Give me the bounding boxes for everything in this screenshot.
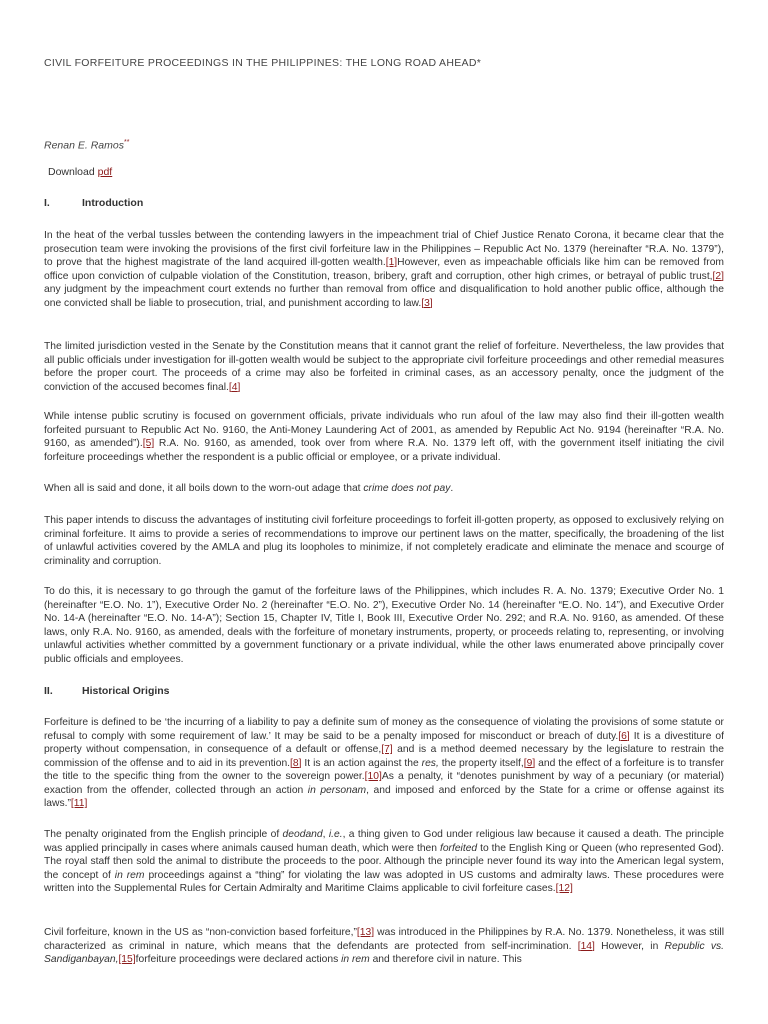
italic-run: forfeited <box>439 842 478 854</box>
footnote-link-1[interactable]: [1] <box>385 257 398 268</box>
author-name: Renan E. Ramos <box>44 139 124 152</box>
download-line <box>48 166 112 180</box>
italic-run: in rem <box>114 869 145 881</box>
text-run: and is a method deemed necessary by the legislature to restrain the commission of the offense and to aid in its prevention. <box>44 744 724 769</box>
text-run: However, even as impeachable officials like him can be removed from office upon conviction of culpable violation of the Constitution, treason, bribery, graft and corruption, other high crimes, or betrayal of public trust, <box>44 257 724 282</box>
section-heading-introduction <box>44 197 143 211</box>
text-run: . <box>450 483 454 494</box>
footnote-link-10[interactable]: [10] <box>364 771 382 782</box>
section-title: Historical Origins <box>82 685 170 697</box>
text-run: was introduced in the Philippines by R.A. No. 1379. Nonetheless, it was still characterized as criminal in nature, which means that the defendants are protected from self-incrimination. <box>44 927 724 952</box>
text-run: Civil forfeiture, known in the US as “non-conviction based forfeiture,” <box>44 927 357 938</box>
section-title: Introduction <box>82 197 144 209</box>
text-run: Forfeiture is defined to be ‘the incurring of a liability to pay a definite sum of money as the consequence of violating the provisions of some statute or refusal to comply with some requirement of law.’ It may be said to be a penalty imposed for misconduct or breach of duty. <box>44 717 724 742</box>
text-run: When all is said and done, it all boils down to the worn-out adage that <box>44 483 364 494</box>
text-run: forfeiture proceedings were declared actions <box>135 954 342 965</box>
text-run: R.A. No. 9160, as amended, took over from where R.A. No. 1379 left off, with the government itself initiating the civil forfeiture proceedings whether the respondent is a public official or employee, or a private individual. <box>44 438 724 463</box>
section-number: II. <box>44 685 53 697</box>
paragraph-1 <box>44 229 724 310</box>
footnote-link-13[interactable]: [13] <box>356 927 375 938</box>
italic-run: i.e. <box>328 829 343 840</box>
text-run: any judgment by the impeachment court extends no further than removal from office and disqualification to hold another public office, although the one convicted shall be liable to prosecution, trial, and punishment according to law. <box>44 284 724 309</box>
text-run: This paper intends to discuss the advantages of instituting civil forfeiture proceedings to forfeit ill-gotten property, as opposed to exclusively relying on criminal forfeiture. It aims to provide a series of recommendations to improve our pertinent laws on the matter, specifically, the broadening of the list of unlawful activities covered by the AMLA and plug its loopholes to minimize, if not completely eradicate and eliminate the menace and scourge of criminality and corruption. <box>44 515 724 567</box>
text-run: and therefore civil in nature. This <box>369 954 522 965</box>
footnote-link-6[interactable]: [6] <box>618 730 630 742</box>
text-run: As a penalty, it “denotes punishment by way of a pecuniary (or material) exaction from the offender, collected through an action <box>44 771 724 796</box>
footnote-link-11[interactable]: [11] <box>70 798 88 809</box>
paragraph-6 <box>44 585 724 666</box>
section-number: I. <box>44 197 50 209</box>
text-run: The limited jurisdiction vested in the Senate by the Constitution means that it cannot grant the relief of forfeiture. Nevertheless, the law provides that all public officials under investigation for ill-gotten wealth would be subject to the appropriate civil forfeiture proceedings and other remedial measures before the proper court. The proceeds of a crime may also be forfeited in criminal cases, as an accessory penalty, once the judgment of the conviction of the accused becomes final. <box>44 341 724 393</box>
footnote-link-15[interactable]: [15] <box>118 954 136 965</box>
footnote-link-9[interactable]: [9] <box>523 757 536 769</box>
section-heading-historical-origins <box>44 685 170 699</box>
italic-run: in personam <box>307 784 367 796</box>
text-run: While intense public scrutiny is focused on government officials, private individuals who run afoul of the law may also find their ill-gotten wealth forfeited pursuant to Republic Act No. 9160, the Anti-Money Laundering Act of 2001, as amended by Republic Act No. 9194 (hereinafter “R.A. No. 9160, as amended”). <box>44 411 724 449</box>
author-footnote-mark[interactable]: ** <box>123 139 130 146</box>
text-run: It is a divestiture of property without compensation, in consequence of a default or offense, <box>44 730 724 755</box>
italic-run: Republic vs. Sandiganbayan, <box>44 940 724 965</box>
footnote-link-8[interactable]: [8] <box>290 757 302 769</box>
download-label: Download <box>48 166 98 178</box>
italic-run: in rem <box>341 954 370 965</box>
italic-run: res, <box>421 757 439 769</box>
author-line <box>44 136 129 153</box>
italic-run: crime does not pay <box>363 483 451 494</box>
footnote-link-2[interactable]: [2] <box>712 270 724 282</box>
paragraph-5 <box>44 514 724 568</box>
document-title: CIVIL FORFEITURE PROCEEDINGS IN THE PHILIPPINES: THE LONG ROAD AHEAD* <box>44 57 482 69</box>
footnote-link-14[interactable]: [14] <box>577 940 595 952</box>
text-run: proceedings against a “thing” for violating the law was adopted in US customs and admiralty laws. These procedures were written into the Supplemental Rules for Certain Admiralty and Maritime Claims applicable to civil forfeiture cases. <box>44 869 725 894</box>
footnote-link-4[interactable]: [4] <box>228 381 241 393</box>
text-run: , and imposed and enforced by the State for a crime or offense against its laws.” <box>44 784 724 809</box>
text-run: However, in <box>594 940 665 952</box>
text-run: the property itself, <box>438 757 524 769</box>
text-run: , a thing given to God under religious law because it caused a death. The principle was applied principally in cases where animals caused human death, which were then <box>44 829 724 854</box>
paragraph-7 <box>44 716 724 811</box>
text-run: In the heat of the verbal tussles between the contending lawyers in the impeachment trial of Chief Justice Renato Corona, it became clear that the prosecution team were invoking the provisions of the first civil forfeiture law in the Philippines – Republic Act No. 1379 (hereinafter “R.A. No. 1379”), to prove that the highest magistrate of the land acquired ill-gotten wealth. <box>44 230 724 268</box>
italic-run: deodand <box>282 829 323 840</box>
paragraph-2 <box>44 340 724 394</box>
download-pdf-link[interactable]: pdf <box>97 166 113 178</box>
footnote-link-5[interactable]: [5] <box>142 438 155 449</box>
paragraph-9 <box>44 926 724 967</box>
text-run: The penalty originated from the English principle of <box>44 829 283 840</box>
paragraph-8 <box>44 828 724 896</box>
paragraph-4 <box>44 482 724 496</box>
text-run: It is an action against the <box>301 757 422 769</box>
footnote-link-3[interactable]: [3] <box>421 297 433 309</box>
text-run: and the effect of a forfeiture is to transfer the title to the specific thing from the owner to the sovereign power. <box>44 757 724 782</box>
text-run: , <box>322 829 329 840</box>
text-run: To do this, it is necessary to go through the gamut of the forfeiture laws of the Philippines, which includes R. A. No. 1379; Executive Order No. 1 (hereinafter “E.O. No. 1”), Executive Order No. 2 (hereinafter “E.O. No. 2”), Executive Order No. 14 (hereinafter “E.O. No. 14”), and Executive Order No. 14-A (hereinafter “E.O. No. 14-A”); Section 15, Chapter IV, Title I, Book III, Executive Order No. 292; and R.A. No. 9160, as amended. Of these laws, only R.A. No. 9160, as amended, deals with the forfeiture of monetary instruments, property, or proceeds relating to, representing, or involving unlawful activities whether committed by a government functionary or a private individual, while the other laws enumerated above principally cover public officials and employees. <box>44 586 724 665</box>
footnote-link-12[interactable]: [12] <box>555 883 573 894</box>
text-run: to the English King or Queen (who represented God). The royal staff then sold the animal to distribute the proceeds to the poor. Although the principle never found its way into the American legal system, the concept of <box>44 842 724 881</box>
paragraph-3 <box>44 410 724 464</box>
footnote-link-7[interactable]: [7] <box>381 744 393 755</box>
